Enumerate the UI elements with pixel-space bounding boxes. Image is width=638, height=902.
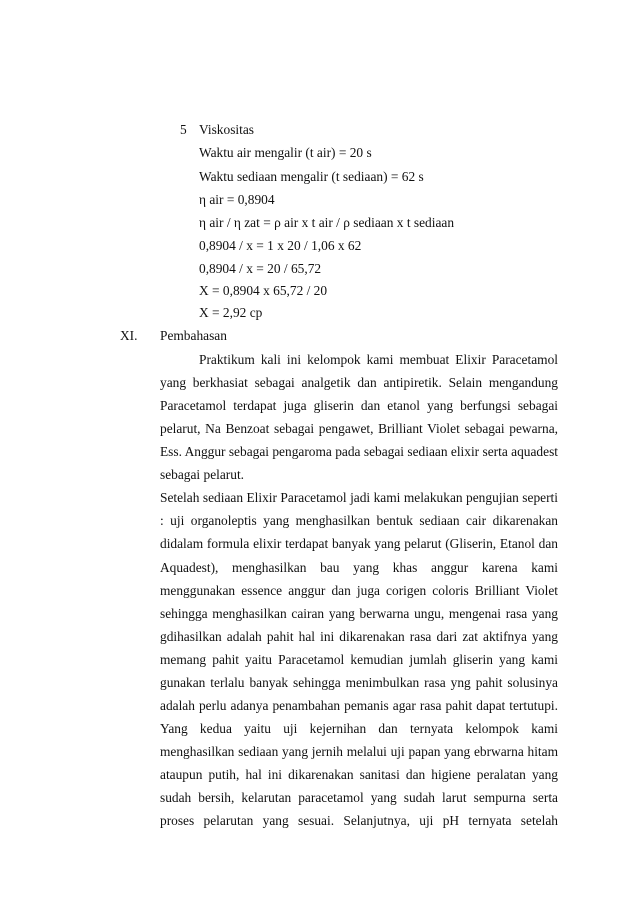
paragraph-line: Praktikum kali ini kelompok kami membuat Elixir Paracetamol	[199, 352, 558, 367]
calc-line: X = 2,92 cp	[199, 305, 263, 320]
item-title: Viskositas	[199, 122, 254, 137]
paragraph-line: didalam formula elixir terdapat banyak yang pelarut (Gliserin, Etanol dan	[160, 536, 558, 551]
paragraph-line: sudah bersih, kelarutan paracetamol yang sudah larut sempurna serta	[160, 790, 558, 805]
paragraph-line: Paracetamol terdapat juga gliserin dan etanol yang berfungsi sebagai	[160, 398, 558, 413]
paragraph-line: gunakan terlalu banyak sehingga menimbulkan rasa yng pahit solusinya	[160, 675, 558, 690]
calc-line: 0,8904 / x = 20 / 65,72	[199, 261, 322, 276]
paragraph-line: sebagai pelarut.	[160, 467, 245, 482]
paragraph-line: gdihasilkan adalah pahit hal ini dikarenakan rasa dari zat aktifnya yang	[160, 629, 558, 644]
calc-line: X = 0,8904 x 65,72 / 20	[199, 283, 328, 298]
calc-line: η air = 0,8904	[199, 192, 275, 207]
paragraph-line: sehingga menghasilkan cairan yang berwarna ungu, mengenai rasa yang	[160, 606, 558, 621]
calc-line: 0,8904 / x = 1 x 20 / 1,06 x 62	[199, 238, 362, 253]
paragraph-line: Aquadest), menghasilkan bau yang khas anggur karena kami	[160, 560, 558, 575]
paragraph-line: menghasilkan sediaan yang jernih melalui uji papan yang ebrwarna hitam	[160, 744, 558, 759]
calc-line: Waktu air mengalir (t air) = 20 s	[199, 145, 372, 160]
paragraph-line: proses pelarutan yang sesuai. Selanjutnya, uji pH ternyata setelah	[160, 813, 558, 828]
calc-line: Waktu sediaan mengalir (t sediaan) = 62 s	[199, 169, 424, 184]
section-title: Pembahasan	[160, 328, 227, 343]
paragraph-line: Setelah sediaan Elixir Paracetamol jadi kami melakukan pengujian seperti	[160, 490, 558, 505]
paragraph-line: Ess. Anggur sebagai pengaroma pada sebagai sediaan elixir serta aquadest	[160, 444, 558, 459]
paragraph-line: : uji organoleptis yang menghasilkan bentuk sediaan cair dikarenakan	[160, 513, 558, 528]
paragraph-line: yang berkhasiat sebagai analgetik dan antipiretik. Selain mengandung	[160, 375, 558, 390]
calc-line: η air / η zat = ρ air x t air / ρ sediaan x t sediaan	[199, 215, 455, 230]
paragraph-line: pelarut, Na Benzoat sebagai pengawet, Brilliant Violet sebagai pewarna,	[160, 421, 558, 436]
paragraph-line: adalah perlu adanya penambahan pemanis agar rasa pahit dapat tertutupi.	[160, 698, 558, 713]
paragraph-line: memang pahit yaitu Paracetamol kemudian jumlah gliserin yang kami	[160, 652, 558, 667]
paragraph-line: Yang kedua yaitu uji kejernihan dan ternyata kelompok kami	[160, 721, 558, 736]
paragraph-line: ataupun putih, hal ini dikarenakan sanitasi dan higiene peralatan yang	[160, 767, 558, 782]
paragraph-line: menggunakan essence anggur dan juga corigen coloris Brilliant Violet	[160, 583, 558, 598]
item-number: 5	[180, 122, 187, 137]
section-number: XI.	[120, 328, 138, 343]
